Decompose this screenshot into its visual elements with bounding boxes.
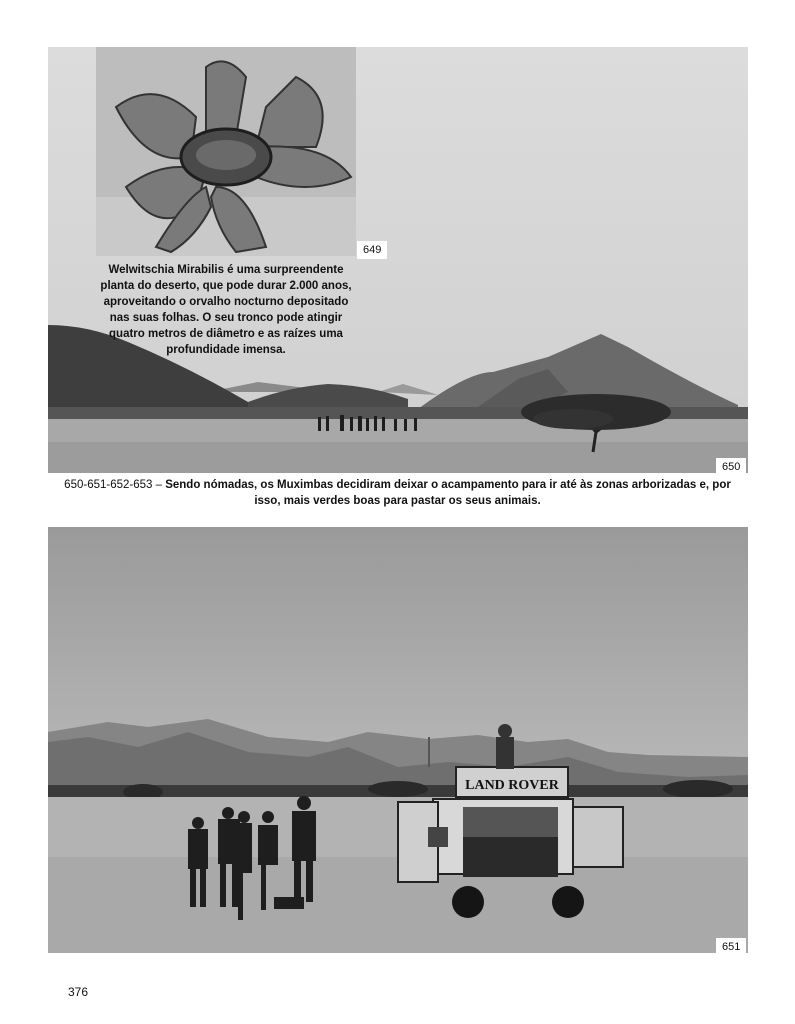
- land-rover-sign: LAND ROVER: [465, 778, 559, 793]
- photo-651-land-rover: [48, 527, 748, 953]
- photo-number-650: 650: [716, 458, 746, 476]
- page-number: 376: [68, 985, 89, 999]
- caption-text: Sendo nómadas, os Muximbas decidiram deixar o acampamento para ir até às zonas arborizadas e, por isso, mais verdes boas para pastar os seus animais.: [165, 479, 731, 507]
- photo-number-649: 649: [357, 241, 387, 259]
- main-caption: [60, 477, 735, 509]
- photo-649-welwitschia: [96, 47, 356, 256]
- caption-photo-refs: 650-651-652-653 –: [64, 479, 163, 491]
- photo-number-651: 651: [716, 938, 746, 956]
- caption-649: Welwitschia Mirabilis é uma surpreendente planta do deserto, que pode durar 2.000 anos, aproveitando o orvalho nocturno depositado nas suas folhas. O seu tronco pode atingir quatro metros de diâmetro e as raízes uma profundidade imensa.: [100, 264, 352, 356]
